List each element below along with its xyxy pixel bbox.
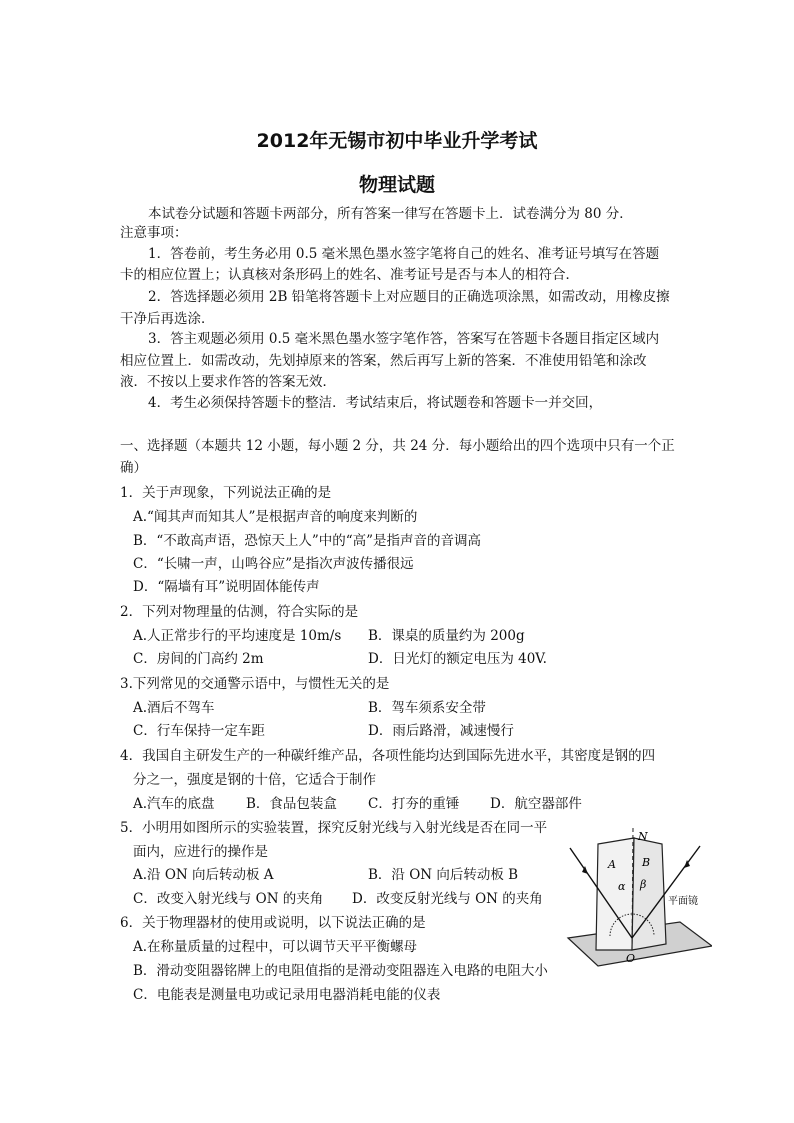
q2-option-b: B．课桌的质量约为 200g	[368, 628, 525, 644]
q3-option-c: C．行车保持一定车距	[133, 723, 265, 739]
notice-item-2-line-1: 2．答选择题必须用 2B 铅笔将答题卡上对应题目的正确选项涂黑，如需改动，用橡皮擦	[148, 289, 670, 305]
q6-option-a: A.在称量质量的过程中，可以调节天平平衡螺母	[133, 939, 418, 955]
q5-option-b: B．沿 ON 向后转动板 B	[368, 867, 519, 883]
q4-option-a: A.汽车的底盘	[133, 796, 215, 812]
q6-stem: 6．关于物理器材的使用或说明，以下说法正确的是	[120, 915, 426, 931]
q1-option-c: C．“长啸一声，山鸣谷应”是指次声波传播很远	[133, 556, 414, 572]
q1-option-d: D．“隔墙有耳”说明固体能传声	[133, 579, 320, 595]
q1-option-b: B．“不敢高声语，恐惊天上人”中的“高”是指声音的音调高	[133, 533, 482, 549]
label-beta: β	[640, 878, 647, 891]
label-o: O	[626, 952, 636, 965]
q1-option-a: A.“闻其声而知其人”是根据声音的响度来判断的	[133, 509, 418, 525]
notice-heading: 注意事项：	[120, 225, 188, 241]
q2-option-c: C．房间的门高约 2m	[133, 651, 264, 667]
exam-subtitle: 物理试题	[358, 174, 435, 196]
q2-option-a: A.人正常步行的平均速度是 10m/s	[133, 628, 342, 644]
q2-option-d: D．日光灯的额定电压为 40V.	[368, 651, 547, 667]
notice-item-1-line-1: 1．答卷前，考生务必用 0.5 毫米黑色墨水签字笔将自己的姓名、准考证号填写在答题	[148, 246, 660, 262]
q4-option-d: D．航空器部件	[490, 796, 582, 812]
q5-stem-line-2: 面内，应进行的操作是	[133, 844, 268, 860]
q5-option-c: C．改变入射光线与 ON 的夹角	[133, 891, 324, 907]
section-1-header-line-2: 确）	[120, 460, 147, 476]
notice-item-1-line-2: 卡的相应位置上；认真核对条形码上的姓名、准考证号是否与本人的相符合．	[120, 267, 579, 283]
reflection-experiment-figure	[562, 826, 712, 976]
q3-option-a: A.酒后不驾车	[133, 700, 215, 716]
q2-stem: 2．下列对物理量的估测，符合实际的是	[120, 604, 359, 620]
q4-stem-line-2: 分之一，强度是钢的十倍，它适合于制作	[133, 772, 376, 788]
label-alpha: α	[618, 880, 626, 893]
board-b	[632, 838, 666, 950]
notice-item-3-line-1: 3．答主观题必须用 0.5 毫米黑色墨水签字笔作答，答案写在答题卡各题目指定区域内	[148, 331, 660, 347]
notice-intro: 本试卷分试题和答题卡两部分，所有答案一律写在答题卡上．试卷满分为 80 分．	[148, 206, 633, 222]
notice-item-4: 4．考生必须保持答题卡的整洁．考试结束后，将试题卷和答题卡一并交回，	[148, 395, 603, 411]
q4-option-c: C．打夯的重锤	[368, 796, 460, 812]
exam-title: 2012年无锡市初中毕业升学考试	[256, 130, 538, 152]
q1-stem: 1．关于声现象，下列说法正确的是	[120, 485, 332, 501]
q3-option-b: B．驾车须系安全带	[368, 700, 486, 716]
q5-option-d: D．改变反射光线与 ON 的夹角	[352, 891, 543, 907]
q5-option-a: A.沿 ON 向后转动板 A	[133, 867, 274, 883]
q3-option-d: D．雨后路滑，减速慢行	[368, 723, 514, 739]
label-b: B	[642, 856, 651, 869]
section-1-header-line-1: 一、选择题（本题共 12 小题，每小题 2 分，共 24 分．每小题给出的四个选项中只有一个正	[120, 438, 675, 454]
q6-option-c: C．电能表是测量电功或记录用电器消耗电能的仪表	[133, 987, 441, 1003]
notice-item-3-line-2: 相应位置上．如需改动，先划掉原来的答案，然后再写上新的答案．不准使用铅笔和涂改	[120, 353, 647, 369]
label-n: N	[638, 830, 648, 843]
notice-item-2-line-2: 干净后再选涂．	[120, 311, 215, 327]
label-mirror: 平面镜	[668, 896, 698, 907]
q3-stem: 3.下列常见的交通警示语中，与惯性无关的是	[120, 676, 390, 692]
q4-stem-line-1: 4．我国自主研发生产的一种碳纤维产品，各项性能均达到国际先进水平，其密度是钢的四	[120, 748, 656, 764]
notice-item-3-line-3: 液．不按以上要求作答的答案无效．	[120, 374, 336, 390]
label-a: A	[608, 858, 616, 871]
q6-option-b: B．滑动变阻器铭牌上的电阻值指的是滑动变阻器连入电路的电阻大小	[133, 963, 548, 979]
q4-option-b: B．食品包装盒	[246, 796, 337, 812]
q5-stem-line-1: 5．小明用如图所示的实验装置，探究反射光线与入射光线是否在同一平	[120, 820, 548, 836]
